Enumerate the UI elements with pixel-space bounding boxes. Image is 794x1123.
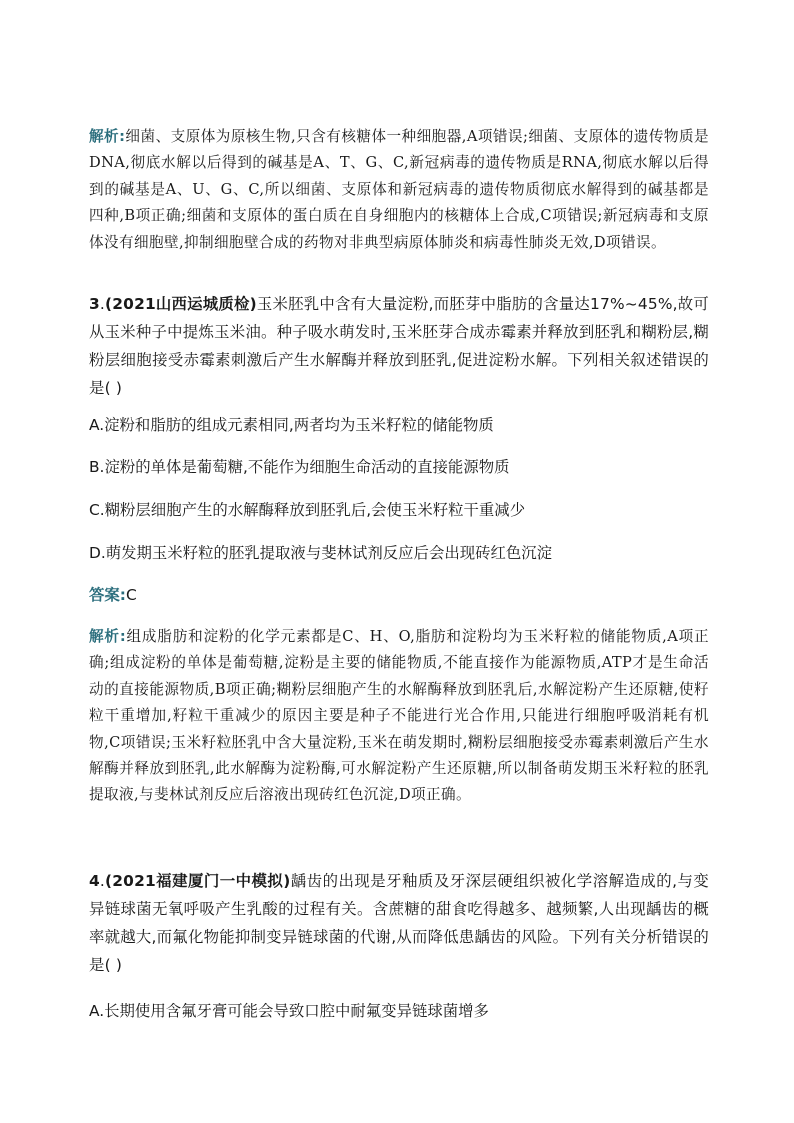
answer-label: 答案:: [89, 586, 126, 604]
answer-value: C: [125, 586, 137, 604]
analysis-label: 解析:: [89, 128, 126, 145]
question-source: (2021福建厦门一中模拟): [105, 872, 291, 890]
question-number: 3: [89, 295, 100, 313]
option-a: A.长期使用含氟牙膏可能会导致口腔中耐氟变异链球菌增多: [89, 1002, 489, 1020]
question-text: 龋齿的出现是牙釉质及牙深层硬组织被化学溶解造成的,与变异链球菌无氧呼吸产生乳酸的过程有关。含蔗糖的甜食吃得越多、越频繁,人出现龋齿的概率就越大,而氟化物能抑制变异链球菌的代谢,从而降低患龋齿的风险。下列有关分析错误的是( ): [89, 872, 709, 974]
analysis-text: 组成脂肪和淀粉的化学元素都是C、H、O,脂肪和淀粉均为玉米籽粒的储能物质,A项正确;组成淀粉的单体是葡萄糖,淀粉是主要的储能物质,不能直接作为能源物质,ATP才是生命活动的直接能源物质,B项正确;糊粉层细胞产生的水解酶释放到胚乳后,水解淀粉产生还原糖,使籽粒干重增加,籽粒干重减少的原因主要是种子不能进行光合作用,只能进行细胞呼吸消耗有机物,C项错误;玉米籽粒胚乳中含大量淀粉,玉米在萌发期时,糊粉层细胞接受赤霉素刺激后产生水解酶并释放到胚乳,此水解酶为淀粉酶,可水解淀粉产生还原糖,所以制备萌发期玉米籽粒的胚乳提取液,与斐林试剂反应后溶液出现砖红色沉淀,D项正确。: [89, 628, 709, 804]
question-source: (2021山西运城质检): [105, 295, 257, 313]
option-c: C.糊粉层细胞产生的水解酶释放到胚乳后,会使玉米籽粒干重减少: [89, 501, 526, 519]
question-text: 玉米胚乳中含有大量淀粉,而胚芽中脂肪的含量达17%~45%,故可从玉米种子中提炼玉米油。种子吸水萌发时,玉米胚芽合成赤霉素并释放到胚乳和糊粉层,糊粉层细胞接受赤霉素刺激后产生水解酶并释放到胚乳,促进淀粉水解。下列相关叙述错误的是( ): [89, 295, 709, 397]
option-d: D.萌发期玉米籽粒的胚乳提取液与斐林试剂反应后会出现砖红色沉淀: [89, 544, 553, 562]
option-b: B.淀粉的单体是葡萄糖,不能作为细胞生命活动的直接能源物质: [89, 458, 510, 476]
analysis-paragraph-q3: [89, 624, 709, 809]
analysis-paragraph-q2: [89, 124, 709, 256]
option-a: A.淀粉和脂肪的组成元素相同,两者均为玉米籽粒的储能物质: [89, 416, 494, 434]
analysis-label: 解析:: [89, 628, 127, 645]
question-number: 4: [89, 872, 100, 890]
answer-line: [89, 584, 137, 606]
question-4-stem: 4.(2021福建厦门一中模拟)龋齿的出现是牙釉质及牙深层硬组织被化学溶解造成的,与变异链球菌无氧呼吸产生乳酸的过程有关。含蔗糖的甜食吃得越多、越频繁,人出现龋齿的概率就越大,而氟化物能抑制变异链球菌的代谢,从而降低患龋齿的风险。下列有关分析错误的是( ): [89, 872, 709, 974]
question-3-stem: 3.(2021山西运城质检)玉米胚乳中含有大量淀粉,而胚芽中脂肪的含量达17%~45%,故可从玉米种子中提炼玉米油。种子吸水萌发时,玉米胚芽合成赤霉素并释放到胚乳和糊粉层,糊粉层细胞接受赤霉素刺激后产生水解酶并释放到胚乳,促进淀粉水解。下列相关叙述错误的是( ): [89, 295, 709, 397]
analysis-text: 细菌、支原体为原核生物,只含有核糖体一种细胞器,A项错误;细菌、支原体的遗传物质是DNA,彻底水解以后得到的碱基是A、T、G、C,新冠病毒的遗传物质是RNA,彻底水解以后得到的碱基是A、U、G、C,所以细菌、支原体和新冠病毒的遗传物质彻底水解得到的碱基都是四种,B项正确;细菌和支原体的蛋白质在自身细胞内的核糖体上合成,C项错误;新冠病毒和支原体没有细胞壁,抑制细胞壁合成的药物对非典型病原体肺炎和病毒性肺炎无效,D项错误。: [89, 128, 709, 251]
